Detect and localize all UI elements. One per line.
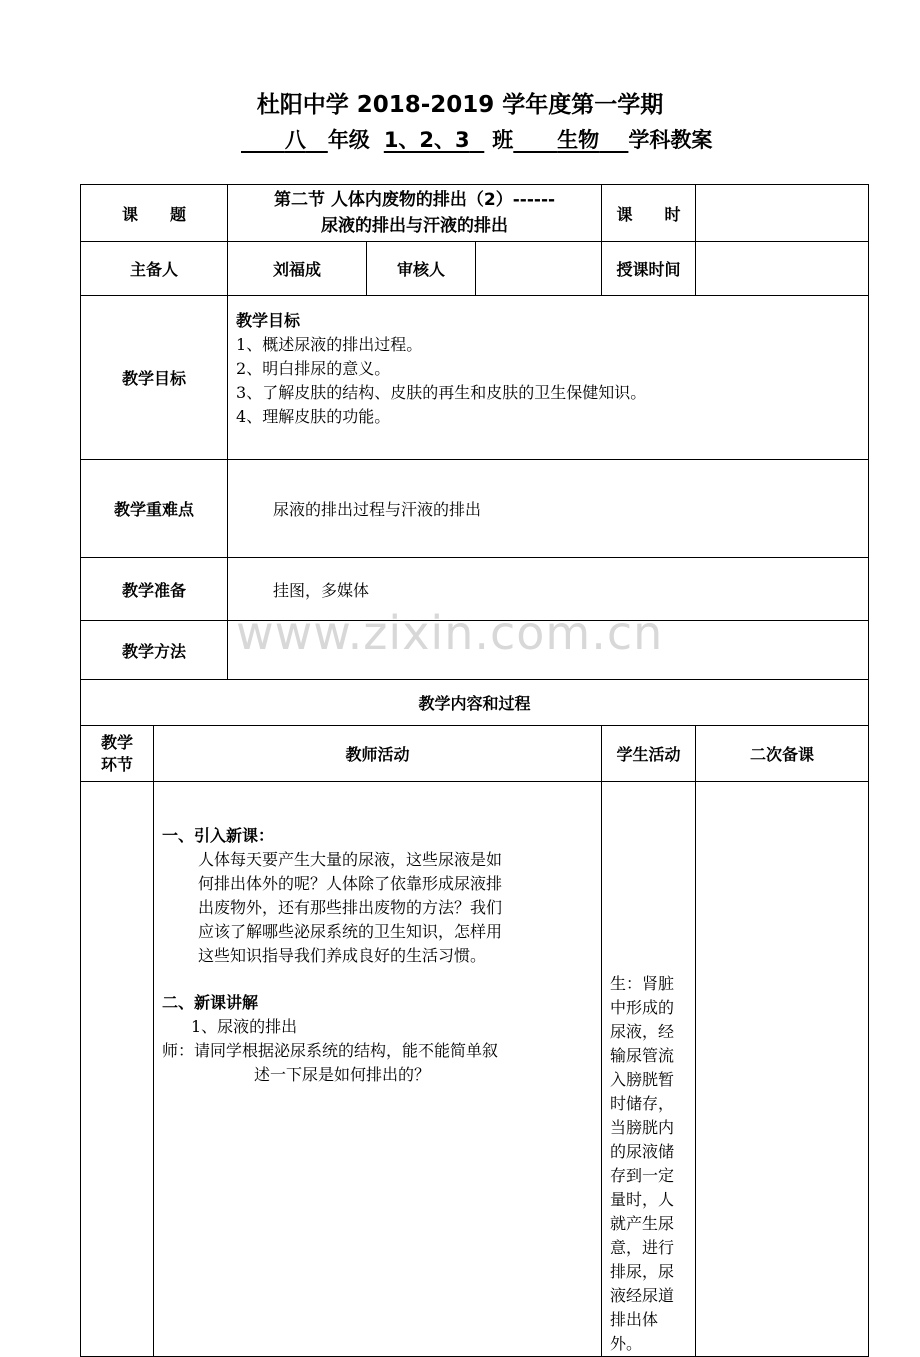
goals-cell [228, 296, 869, 460]
goals-label: 教学目标 [81, 296, 228, 460]
preparation-label: 教学准备 [81, 558, 228, 621]
grade-value: 八 [284, 128, 306, 152]
goal-item: 3、了解皮肤的结构、皮肤的再生和皮肤的卫生保健知识。 [236, 382, 647, 402]
class-value: 1、2、3 [383, 128, 470, 152]
time-value [696, 242, 869, 296]
preparation-value: 挂图，多媒体 [228, 558, 869, 621]
student-line: 生：肾脏中形成的 [610, 974, 675, 1017]
process-header-row [81, 726, 869, 782]
preparer-row [81, 242, 869, 296]
student-header: 学生活动 [602, 726, 696, 782]
teacher-header: 教师活动 [154, 726, 602, 782]
topic-line-1: 第二节 人体内废物的排出（2）------ [273, 190, 556, 210]
second-prep-header: 二次备课 [696, 726, 869, 782]
lesson-plan-table [80, 184, 869, 1357]
topic-label: 课 题 [81, 185, 228, 242]
subject-value: 生物 [557, 128, 600, 152]
method-value [228, 621, 869, 680]
key-points-row [81, 460, 869, 558]
goals-heading: 教学目标 [236, 310, 301, 330]
hours-label: 课 时 [602, 185, 696, 242]
goal-item: 2、明白排尿的意义。 [236, 358, 391, 378]
subject-label: 学科教案 [628, 128, 713, 152]
key-points-label: 教学重难点 [81, 460, 228, 558]
preparer-label: 主备人 [81, 242, 228, 296]
process-title: 教学内容和过程 [81, 680, 869, 726]
student-line: 就产生尿意，进行 [610, 1214, 675, 1257]
student-line: 存到一定量时，人 [610, 1166, 675, 1209]
intro-line: 人体每天要产生大量的尿液，这些尿液是如 [198, 850, 503, 869]
topic-row [81, 185, 869, 242]
watermark: www.zixin.com.cn [236, 606, 664, 660]
grade-label: 年级 [327, 128, 370, 152]
reviewer-value [476, 242, 602, 296]
goal-item: 4、理解皮肤的功能。 [236, 406, 391, 426]
document-subtitle [241, 124, 712, 154]
teacher-cell [154, 782, 602, 1357]
preparation-row [81, 558, 869, 621]
method-label: 教学方法 [81, 621, 228, 680]
method-row [81, 621, 869, 680]
topic-cell [228, 185, 602, 242]
intro-line: 出废物外，还有那些排出废物的方法？我们 [198, 898, 503, 917]
teacher-question-cont: 述一下尿是如何排出的？ [254, 1065, 431, 1084]
class-label: 班 [492, 128, 514, 152]
document-title: 杜阳中学 2018-2019 学年度第一学期 [256, 92, 664, 118]
stage-header: 教学 环节 [81, 726, 154, 782]
second-prep-cell [696, 782, 869, 1357]
lecture-subheading: 1、尿液的排出 [191, 1017, 298, 1036]
student-line: 尿液，经输尿管流 [610, 1022, 675, 1065]
reviewer-label: 审核人 [367, 242, 476, 296]
time-label: 授课时间 [602, 242, 696, 296]
stage-cell [81, 782, 154, 1357]
hours-value [696, 185, 869, 242]
teacher-question: 师：请同学根据泌尿系统的结构，能不能简单叙 [162, 1041, 499, 1060]
student-line: 当膀胱内的尿液储 [610, 1118, 675, 1161]
student-line: 排出体外。 [610, 1310, 659, 1353]
goals-row [81, 296, 869, 460]
topic-line-2: 尿液的排出与汗液的排出 [321, 216, 509, 236]
intro-line: 何排出体外的呢？人体除了依靠形成尿液排 [198, 874, 503, 893]
process-title-row [81, 680, 869, 726]
student-line: 入膀胱暂时储存， [610, 1070, 675, 1113]
intro-line: 应该了解哪些泌尿系统的卫生知识，怎样用 [198, 922, 503, 941]
lecture-heading: 二、新课讲解 [162, 993, 259, 1012]
process-body-row [81, 782, 869, 1357]
key-points-value: 尿液的排出过程与汗液的排出 [228, 460, 869, 558]
goal-item: 1、概述尿液的排出过程。 [236, 334, 423, 354]
intro-line: 这些知识指导我们养成良好的生活习惯。 [198, 946, 487, 965]
preparer-value: 刘福成 [228, 242, 367, 296]
student-cell [602, 782, 696, 1357]
intro-heading: 一、引入新课： [162, 826, 275, 845]
student-line: 排尿，尿液经尿道 [610, 1262, 675, 1305]
